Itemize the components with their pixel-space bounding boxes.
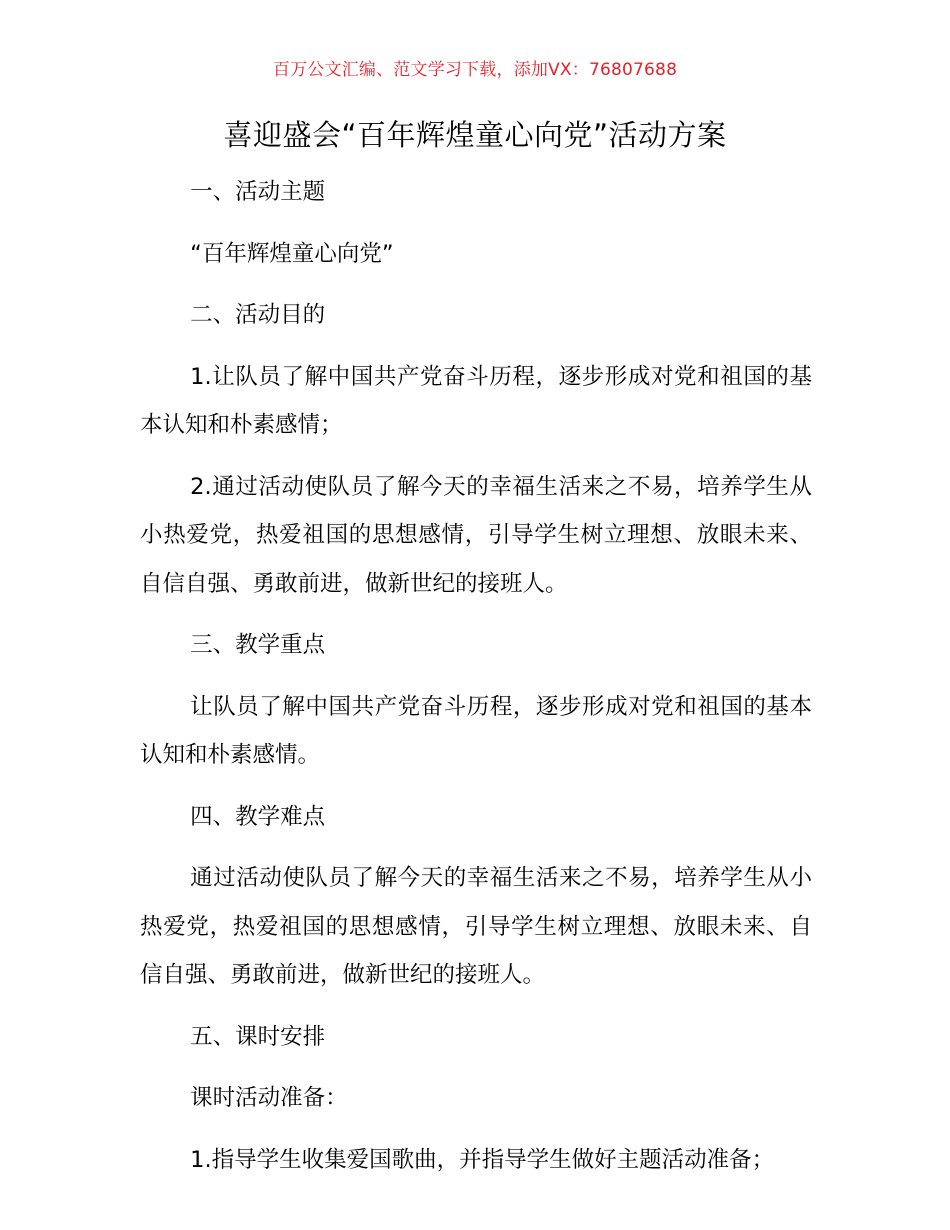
key-points-text: 让队员了解中国共产党奋斗历程，逐步形成对党和祖国的基本认知和朴素感情。 bbox=[140, 693, 812, 768]
purpose-item-2: 2.通过活动使队员了解今天的幸福生活来之不易，培养学生从小热爱党，热爱祖国的思想感情，引导学生树立理想、放眼未来、自信自强、勇敢前进，做新世纪的接班人。 bbox=[140, 473, 812, 597]
section-heading-key-points: 三、教学重点 bbox=[190, 632, 326, 658]
theme-text: “百年辉煌童心向党” bbox=[190, 240, 394, 267]
section-heading-difficulties: 四、教学难点 bbox=[190, 803, 326, 830]
section-heading-theme: 一、活动主题 bbox=[190, 179, 326, 205]
section-heading-schedule: 五、课时安排 bbox=[190, 1023, 326, 1050]
difficulties-text: 通过活动使队员了解今天的幸福生活来之不易，培养学生从小热爱党，热爱祖国的思想感情，引导学生树立理想、放眼未来、自信自强、勇敢前进，做新世纪的接班人。 bbox=[140, 865, 812, 988]
purpose-item-1: 1.让队员了解中国共产党奋斗历程，逐步形成对党和祖国的基本认知和朴素感情； bbox=[140, 363, 812, 438]
header-watermark: 百万公文汇编、范文学习下载，添加VX：76807688 bbox=[272, 60, 678, 80]
document-title: 喜迎盛会“百年辉煌童心向党”活动方案 bbox=[223, 118, 727, 152]
section-heading-purpose: 二、活动目的 bbox=[190, 302, 326, 328]
preparation-item-1: 1.指导学生收集爱国歌曲，并指导学生做好主题活动准备； bbox=[190, 1146, 775, 1173]
preparation-label: 课时活动准备： bbox=[190, 1085, 348, 1111]
document-body bbox=[140, 168, 812, 1197]
